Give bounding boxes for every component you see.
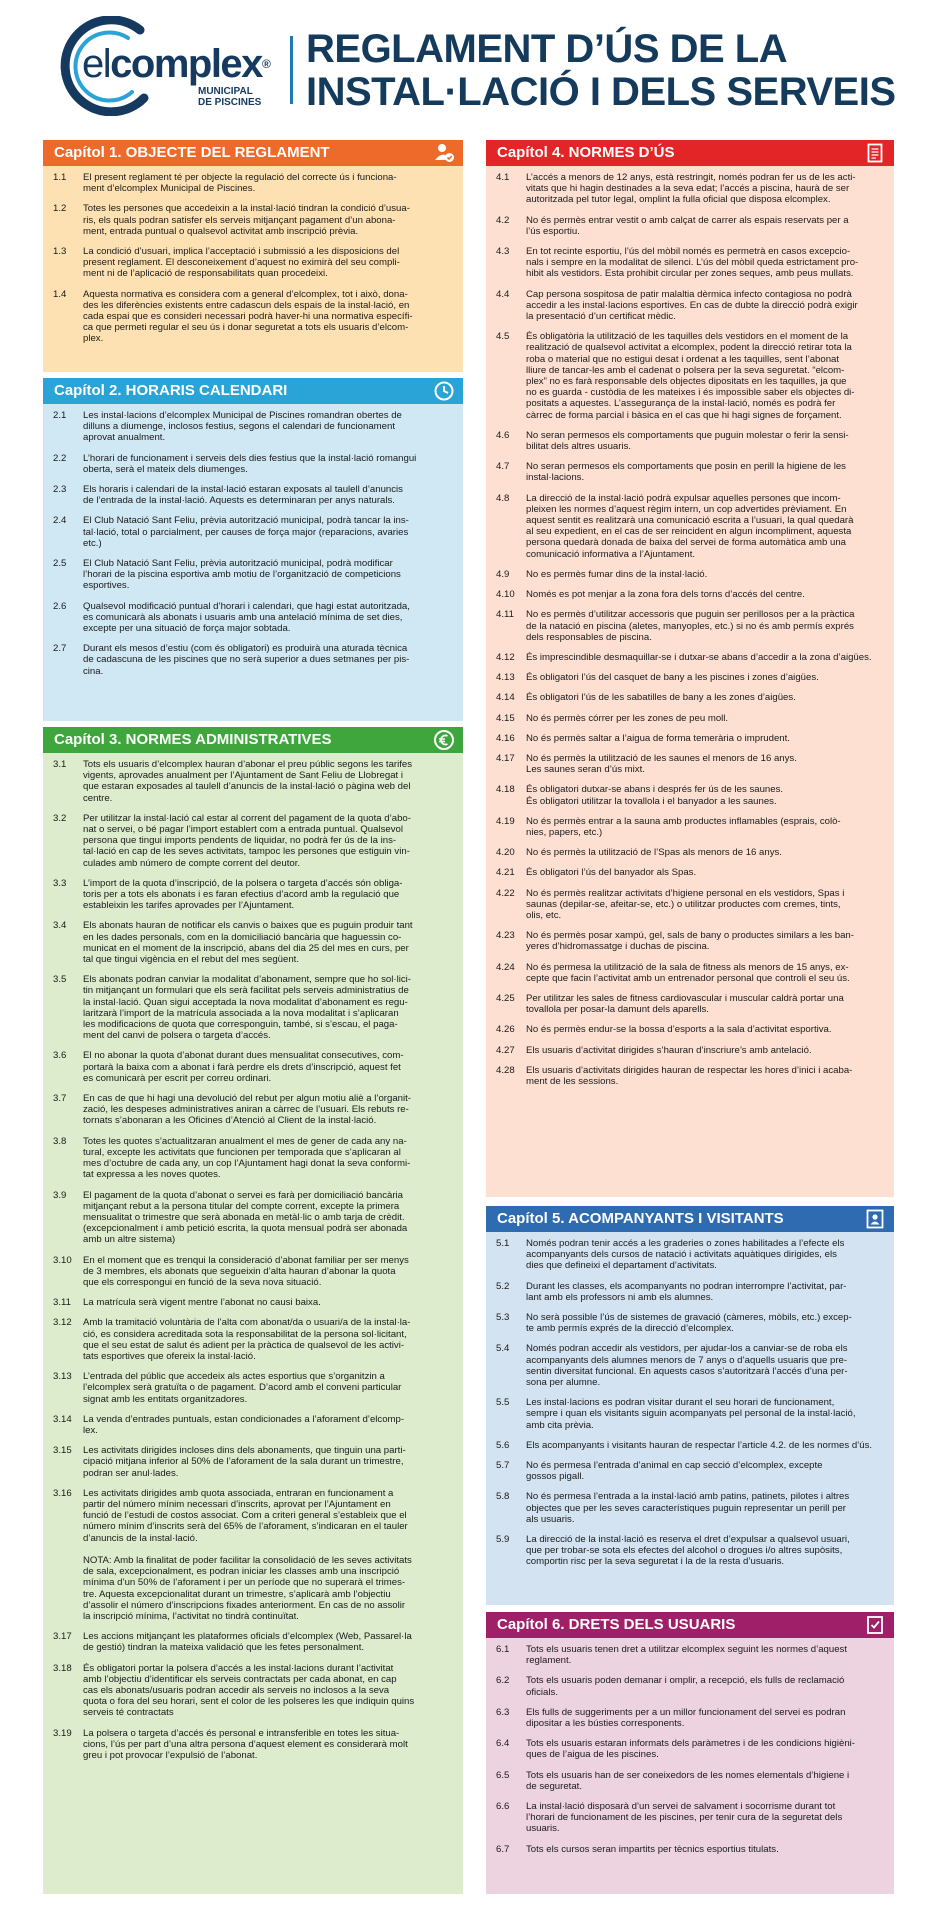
section-drets-usuaris <box>486 1612 894 1894</box>
rule-item: 6.3 Els fulls de suggeriments per a un millor funcionament del servei es podran dipositar a les bústies corresponents. <box>496 1706 846 1730</box>
rule-item: 6.2 Tots els usuaris poden demanar i omplir, a recepció, els fulls de reclamació oficials. <box>496 1675 845 1698</box>
rule-item: 3.13 L’entrada del públic que accedeix als actes esportius que s’organitzin a l’elcomplex serà gratuïta o de pagament. D’acord amb el conveni particular signat amb les entitats organitzadores. <box>53 1371 402 1405</box>
rule-item: 5.4 Només podran accedir als vestidors, per ajudar-los a canviar-se de roba els acompanyants dels alumnes menors de 7 anys o d’aquells usuaris que pre- sentin diversitat funcional. En aquests casos s’autoritzarà l’accés d’una per- sona per alumne. <box>496 1343 848 1389</box>
rule-item: 3.5 Els abonats podran canviar la modalitat d’abonament, sempre que ho sol·lici- tin mitjançant un formulari que els serà facilitat pels serveis administratius de la instal·lació. Quan sigui acceptada la nova modalitat d’abonament es regu- laritzarà l’import de la matrícula associada a la nova modalitat i s’aplicaran les modificacions de quota que corresponguin, també, si s’escau, el paga- ment del canvi de polsera o targeta d’accés. <box>53 974 411 1042</box>
page-title: REGLAMENT D’ÚS DE LA INSTAL·LACIÓ I DELS SERVEIS <box>306 27 896 114</box>
rule-item: 4.9 No es permès fumar dins de la instal·lació. <box>496 568 708 580</box>
rule-item: 3.9 El pagament de la quota d’abonat o servei es farà per domiciliació bancària mitjançant rebut a la persona titular del compte corrent, excepte la primera mensualitat o trimestre que serà abonada en metàl·lic o amb tarja de crèdit. (excepcionalment i amb petició escrita, la quota mensual podrà ser abonada amb un altre sistema) <box>53 1189 408 1246</box>
section-title: Capítol 4. NORMES D’ÚS <box>486 140 894 166</box>
logo-wordmark: elcomplex® <box>82 42 270 86</box>
section-items <box>486 1638 894 1859</box>
section-title: Capítol 5. ACOMPANYANTS I VISITANTS <box>486 1206 894 1232</box>
rule-item: 4.14 És obligatori l’ús de les sabatilles de bany a les zones d’aigües. <box>496 692 796 704</box>
rule-item: 3.7 En cas de que hi hagi una devolució del rebut per algun motiu aliè a l’organit- zació, les despeses administratives aniran a càrrec de l’usuari. Els rebuts re- tornats s’abonaran a les Oficines d’Atenció al Client de la instal·lació. <box>53 1093 412 1127</box>
rule-item: 4.18 És obligatori dutxar-se abans i després fer ús de les saunes. És obligatori utilitzar la tovallola i el banyador a les saunes. <box>496 784 784 807</box>
clock-icon <box>433 380 455 402</box>
rule-item: 4.24 No és permesa la utilització de la sala de fitness als menors de 15 anys, ex- cepte que facin l’activitat amb un entrenador personal que controli el seu ús. <box>496 961 850 984</box>
rule-item: 4.11 No es permès d’utilitzar accessoris que puguin ser perillosos per a la pràctica de la natació en piscina (aletes, manyoples, etc.) si no és amb permís exprés dels responsables de piscina. <box>496 609 855 643</box>
rule-item: 4.12 És imprescindible desmaquillar-se i dutxar-se abans d’accedir a la zona d’aigües. <box>496 651 872 663</box>
rule-item: 5.9 La direcció de la instal·lació es reserva el dret d’expulsar a qualsevol usuari, que per trobar-se sota els efectes del alcohol o drogues i/o altres supòsits, comportin risc per la seva seguretat i la de la resta d’usuaris. <box>496 1534 850 1568</box>
rule-item: 3.10 En el moment que es trenqui la consideració d’abonat familiar per ser menys de 3 membres, els abonats que segueixin d’alta hauran d’abonar la quota que els correspongui en funció de la seva nova situació. <box>53 1254 409 1288</box>
section-horaris-calendari <box>43 378 463 721</box>
rule-item: 3.15 Les activitats dirigides incloses dins dels abonaments, que tinguin una parti- cipació mitjana inferior al 50% de l’aforament de la sala durant un trimestre, podran ser anul·lades. <box>53 1445 406 1479</box>
rule-item: 2.7 Durant els mesos d’estiu (com és obligatori) es produirà una aturada tècnica de cadascuna de les piscines que no serà superior a dues setmanes per pis- cina. <box>53 643 410 677</box>
section-items <box>486 166 894 1091</box>
section-title: Capítol 1. OBJECTE DEL REGLAMENT <box>43 140 463 166</box>
rule-item: 1.1 El present reglament té per objecte la regulació del correcte ús i funciona- ment d’elcomplex Municipal de Piscines. <box>53 172 397 195</box>
rule-item: 5.3 No serà possible l’ús de sistemes de gravació (càmeres, mòbils, etc.) excep- te amb permís exprés de la direcció d’elcomplex. <box>496 1312 852 1335</box>
rule-item: 2.1 Les instal·lacions d’elcomplex Municipal de Piscines romandran obertes de dilluns a diumenge, inclosos festius, segons el calendari de funcionament aprovat anualment. <box>53 410 402 444</box>
users-check-icon <box>433 142 455 164</box>
euro-icon <box>433 729 455 751</box>
rule-item: 4.26 No és permès endur-se la bossa d’esports a la sala d’activitat esportiva. <box>496 1024 832 1036</box>
rule-item: 2.5 El Club Natació Sant Feliu, prèvia autorització municipal, podrà modificar l’horari de la piscina esportiva amb motiu de l’organització de competicions esportives. <box>53 558 401 592</box>
page-header <box>0 0 936 130</box>
rule-item: 2.3 Els horaris i calendari de la instal·lació estaran exposats al taulell d’anuncis de l’entrada de la instal·lació. Aquests es determinaran per anys naturals. <box>53 484 403 507</box>
section-objecte-reglament <box>43 140 463 372</box>
rule-item: 3.12 Amb la tramitació voluntària de l’alta com abonat/da o usuari/a de la instal·la- ció, es considera acreditada sota la responsabilitat de la persona sol·licitant, que el seu estat de salut és adient per la pràctica de qualsevol de les activi- tats esportives que ofereix la instal·lació. <box>53 1317 411 1362</box>
rule-item: 3.3 L’import de la quota d’inscripció, de la polsera o targeta d’accés són obliga- toris per a tots els abonats i es faran efectius d’acord amb la regulació que estableixin les tarifes aprovades per l’Ajuntament. <box>53 877 403 912</box>
rule-item: 3.14 La venda d’entrades puntuals, estan condicionades a l’aforament d’elcomp- lex. <box>53 1413 405 1436</box>
checklist-icon <box>864 1614 886 1636</box>
rule-item: 3.2 Per utilitzar la instal·lació cal estar al corrent del pagament de la quota d’abo- nat o servei, o bé pagar l’import establert com a entrada puntual. Qualsevol persona que tingui imports pendents de liquidar, no podrà fer ús de la ins- tal·lació en cap de les seves activitats, tampoc les persones que estiguin vin- culades amb número de compte corrent del deutor. <box>53 812 411 869</box>
id-card-icon <box>864 1208 886 1230</box>
rule-item: 3.1 Tots els usuaris d’elcomplex hauran d’abonar el preu públic segons les tarifes vigents, aprovades anualment per l’Ajuntament de Sant Feliu de Llobregat i que estaran exposades al taulell d’anuncis de la instal·lació o pàgina web del centre. <box>53 759 413 804</box>
rule-item: 4.27 Els usuaris d’activitat dirigides s’hauran d’inscriure’s amb antelació. <box>496 1044 812 1056</box>
rule-item: 1.3 La condició d’usuari, implica l’acceptació i submissió a les disposicions del present reglament. El desconeixement d’aquest no eximirà del seu compli- ment ni de l’aplicació de responsabilitats quan procedeixi. <box>53 246 400 280</box>
rule-item: 5.7 No és permesa l’entrada d’animal en cap secció d’elcomplex, excepte gossos pigall. <box>496 1460 823 1483</box>
header-divider <box>290 36 293 104</box>
rule-item: 3.18 És obligatori portar la polsera d’accés a les instal·lacions durant l’activitat amb l’objectiu d’identificar els serveis contractats per cada abonat, en cap cas els abonats/usuaris podran accedir als serveis no inclosos a la seva quota o fora del seu horari, sent el color de les polseres les que indiquin quins serveis té contractats <box>53 1662 415 1719</box>
rule-item: 4.2 No és permès entrar vestit o amb calçat de carrer als espais reservats per a l’ús esportiu. <box>496 214 849 237</box>
rule-item: 4.1 L’accés a menors de 12 anys, està restringit, només podran fer us de les acti- vitats que hi hagin destinades a la seva edat; l’accés a piscina, haurà de ser autoritzada pel tutor legal, omplint la fulla oficial que disposa elcomplex. <box>496 172 856 206</box>
rule-item: 4.4 Cap persona sospitosa de patir malaltia dèrmica infecto contagiosa no podrà accedir a les instal·lacions esportives. En cas de dubte la direcció podrà exigir la presentació d’un certificat mèdic. <box>496 288 858 323</box>
rule-item: 3.4 Els abonats hauran de notificar els canvis o baixes que es puguin produir tant en les dades personals, com en la domiciliació bancària que haguessin co- municat en el moment de la inscripció, abans del dia 25 del mes en curs, per tal que tingui vigència en el rebut del mes següent. <box>53 920 413 966</box>
rule-item: 5.1 Només podran tenir accés a les graderies o zones habilitades a l’efecte els acompanyants dels cursos de natació i activitats aquàtiques dirigides, els dies que defineixi el departament d’activitats. <box>496 1238 845 1272</box>
rule-item: 5.2 Durant les classes, els acompanyants no podran interrompre l’activitat, par- lant amb els professors ni amb els alumnes. <box>496 1280 847 1303</box>
section-items <box>486 1232 894 1572</box>
rule-item: 4.19 No és permès entrar a la sauna amb productes inflamables (esprais, colò- nies, papers, etc.) <box>496 815 841 838</box>
rule-item: 4.21 És obligatori l’ús del banyador als Spas. <box>496 867 697 879</box>
rule-item: 2.2 L’horari de funcionament i serveis dels dies festius que la instal·lació romangui oberta, serà el mateix dels diumenges. <box>53 452 417 475</box>
rule-item: 3.17 Les accions mitjançant les plataformes oficials d’elcomplex (Web, Passarel·la de gestió) tindran la mateixa validació que les fetes personalment. <box>53 1631 412 1654</box>
rule-item: 6.6 La instal·lació disposarà d’un servei de salvament i socorrisme durant tot l’horari de funcionament de les piscines, per tenir cura de la seguretat dels usuaris. <box>496 1801 843 1835</box>
rule-item: 3.6 El no abonar la quota d’abonat durant dues mensualitat consecutives, com- portarà la baixa com a abonat i farà perdre els drets d’inscripció, aquest fet es comunicarà per escrit per correu ordinari. <box>53 1050 404 1084</box>
rule-item: 4.8 La direcció de la instal·lació podrà expulsar aquelles persones que incom- pleixen les normes d’aquest règim intern, un cop advertides prèviament. En aquest sentit es realitzarà una comunicació escrita a l’usuari, la qual quedarà al seu expedient, en el cas de ser reincident en algun incompliment, aquesta persona quedarà donada de baixa del servei de forma automàtica amb una comunicació informativa a l’Ajuntament. <box>496 492 854 560</box>
rule-item: 4.22 No és permès realitzar activitats d’higiene personal en els vestidors, Spas i saunas (depilar-se, afeitar-se, etc.) o utilitzar productes com cremes, tints, olis, etc. <box>496 887 845 921</box>
rule-item: 5.8 No és permesa l’entrada a la instal·lació amb patins, patinets, pilotes i altres objectes que per les seves característiques puguin representar un perill per als usuaris. <box>496 1491 850 1525</box>
rule-item: 4.17 No és permès la utilització de les saunes el menors de 16 anys. Les saunes seran d’ús mixt. <box>496 752 797 776</box>
rule-item: 3.19 La polsera o targeta d’accés és personal e intransferible en totes les situa- cions, l’ús per part d’una altra persona d’aquest element es considerarà molt greu i pot provocar l’expulsió de l’abonat. <box>53 1727 408 1762</box>
rule-item: 5.5 Les instal·lacions es podran visitar durant el seu horari de funcionament, sempre i quan els visitants siguin acompanyats pel personal de la instal·lació, amb cita prèvia. <box>496 1397 856 1431</box>
rule-item: 2.6 Qualsevol modificació puntual d’horari i calendari, que hagi estat autoritzada, es comunicarà als abonats i usuaris amb una antelació mínima de set dies, excepte per una situació de força major sobtada. <box>53 600 410 635</box>
rule-item: 4.3 En tot recinte esportiu, l’ús del mòbil només es permetrà en casos excepcio- nals i sempre en la modalitat de silenci. L’ús del mòbil queda estrictament pro- hibit als vestidors. Esta prohibit circular per zones seques, amb peus mullats. <box>496 246 859 280</box>
document-icon <box>864 142 886 164</box>
rule-item: 4.13 És obligatori l’ús del casquet de bany a les piscines i zones d’aigües. <box>496 672 819 684</box>
section-acompanyants-visitants <box>486 1206 894 1605</box>
section-title: Capítol 2. HORARIS CALENDARI <box>43 378 463 404</box>
section-items <box>43 753 463 1765</box>
section-title: Capítol 6. DRETS DELS USUARIS <box>486 1612 894 1638</box>
rule-item: 4.10 Només es pot menjar a la zona fora dels torns d’accés del centre. <box>496 589 805 601</box>
rule-item: 4.16 No és permès saltar a l’aigua de forma temerària o imprudent. <box>496 732 790 744</box>
rule-item: 4.7 No seran permesos els comportaments que posin en perill la higiene de les instal·lacions. <box>496 461 846 484</box>
rule-item: 6.1 Tots els usuaris tenen dret a utilitzar elcomplex seguint les normes d’aquest reglament. <box>496 1644 848 1667</box>
rule-item: 5.6 Els acompanyants i visitants hauran de respectar l’article 4.2. de les normes d’ús. <box>496 1439 873 1451</box>
rule-item: 4.6 No seran permesos els comportaments que puguin molestar o ferir la sensi- bilitat dels altres usuaris. <box>496 429 849 453</box>
section-items <box>43 404 463 681</box>
elcomplex-logo <box>52 16 282 116</box>
rule-item: 1.4 Aquesta normativa es considera com a general d’elcomplex, tot i això, dona- des les diferències existents entre cadascun dels espais de la instal·lació, en cada espai que es consideri necessari podrà haver-hi una normativa específi- ca que permeti regular el seu ús i donar seguretat a tots els usuaris d’elcom- plex. <box>53 288 413 345</box>
rule-item: 6.4 Tots els usuaris estaran informats dels paràmetres i de les condicions higièni- ques de l’aigua de les piscines. <box>496 1738 856 1761</box>
rule-item: 4.25 Per utilitzar les sales de fitness cardiovascular i muscular caldrà portar una tovallola per posar-la damunt dels aparells. <box>496 992 844 1016</box>
section-normes-us <box>486 140 894 1197</box>
rule-item: 2.4 El Club Natació Sant Feliu, prèvia autorització municipal, podrà tancar la ins- tal·lació, total o parcialment, per causes de força major (reparacions, avaries etc.) <box>53 515 409 549</box>
rule-item: 3.11 La matrícula serà vigent mentre l’abonat no causi baixa. <box>53 1297 321 1309</box>
section-title: Capítol 3. NORMES ADMINISTRATIVES <box>43 727 463 753</box>
rule-item: 6.7 Tots els cursos seran impartits per tècnics esportius titulats. <box>496 1843 779 1855</box>
rule-item: 4.20 No és permès la utilització de l’Spas als menors de 16 anys. <box>496 847 782 859</box>
section-normes-administratives <box>43 727 463 1894</box>
rule-item: 4.28 Els usuaris d’activitats dirigides hauran de respectar les hores d’inici i acaba- ment de les sessions. <box>496 1064 853 1087</box>
logo-subtitle: MUNICIPAL DE PISCINES <box>198 86 262 108</box>
rule-item: 4.23 No és permès posar xampú, gel, sals de bany o productes similars a les ban- yeres d’hidromassatge i duchas de piscina. <box>496 930 854 953</box>
section-items <box>43 166 463 349</box>
rule-item: 3.8 Totes les quotes s’actualitzaran anualment el mes de gener de cada any na- tural, excepte les activitats que funcionen per temporada que s’aplicaran al mes d’octubre de cada any, un cop l’Ajuntament hagi donat la seva conformi- tat expressa a les noves quotes. <box>53 1135 411 1181</box>
rule-item: 1.2 Totes les persones que accedeixin a la instal·lació tindran la condició d’usua- ris, els quals podran satisfer els serveis mitjançant pagament d’un abona- ment, entrada puntual o qualsevol activitat amb inscripció prèvia. <box>53 203 410 237</box>
rule-item: 4.15 No és permès córrer per les zones de peu moll. <box>496 712 729 724</box>
rule-item: 6.5 Tots els usuaris han de ser coneixedors de les nomes elementals d’higiene i de seguretat. <box>496 1769 850 1792</box>
rule-item: 4.5 És obligatòria la utilització de les taquilles dels vestidors en el moment de la realització de qualsevol activitat a elcomplex, podent la direcció retirar tota la roba o material que no estigui desat i ordenat a les taquilles, sent l’abonat lliure de tancar-les amb el cadenat o polsera per la seva seguretat. “elcom- plex” no es farà responsable dels objectes dipositats en les taquilles, ja que no es guarda - custòdia de les mateixes i és impossible saber els objectes di- positats a aquestes. L’assegurança de la instal·lació, només es podrà fer càrrec de forma parcial i bàsica en el cas que hi hagi signes de forçament. <box>496 331 855 421</box>
rule-item: 3.16 Les activitats dirigides amb quota associada, entraran en funcionament a partir del número mínim necessari d’inscrits, aprovat per l’Ajuntament en funció de l’estudi de costos associat. Com a criteri general s’estableix que el número mínim d’inscrits serà del 65% de l’aforament, s’indicaran en el tauler d’anuncis de la instal·lació. NOTA: Amb la finalitat de poder facilitar la consolidació de les seves activitats de sala, excepcionalment, es podran iniciar les classes amb una inscripció mínima d’un 50% de l’aforament i per un període que no superarà el trimes- tre. Aquesta excepcionalitat durant un trimestre, s’aplicarà amb l’objectiu d’assolir el número d’inscripcions fixades anteriorment. En cas de no assolir la inscripció mínima, l’activitat no tindrà continuïtat. <box>53 1487 412 1622</box>
